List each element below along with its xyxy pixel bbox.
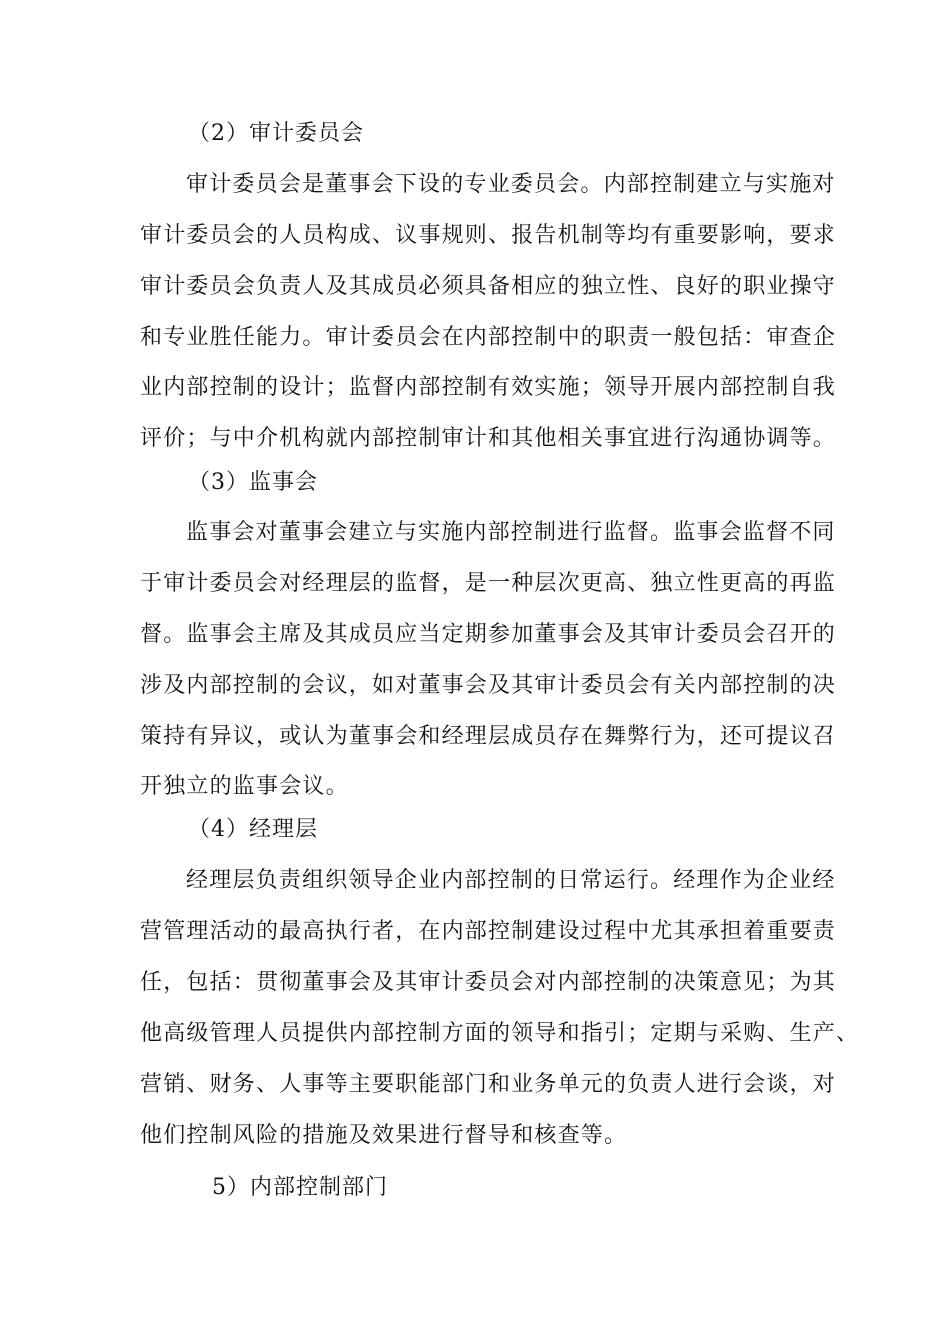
paragraph-line: 审计委员会是董事会下设的专业委员会。内部控制建立与实施对 <box>186 172 836 197</box>
paragraph-line: 评价；与中介机构就内部控制审计和其他相关事宜进行沟通协调等。 <box>140 426 837 451</box>
paragraph-line: 审计委员会负责人及其成员必须具备相应的独立性、良好的职业操守 <box>140 274 837 299</box>
paragraph-line: 审计委员会的人员构成、议事规则、报告机制等均有重要影响，要求 <box>140 223 837 248</box>
paragraph-line: 策持有异议，或认为董事会和经理层成员存在舞弊行为，还可提议召 <box>140 724 837 749</box>
paragraph-line: 他高级管理人员提供内部控制方面的领导和指引；定期与采购、生产、 <box>140 1021 860 1046</box>
section-heading-audit-committee: （2）审计委员会 <box>188 121 364 146</box>
section-heading-internal-control-dept: 5）内部控制部门 <box>212 1175 388 1200</box>
paragraph-line: 涉及内部控制的会议，如对董事会及其审计委员会有关内部控制的决 <box>140 673 837 698</box>
paragraph-line: 开独立的监事会议。 <box>140 774 349 799</box>
paragraph-line: 业内部控制的设计；监督内部控制有效实施；领导开展内部控制自我 <box>140 375 837 400</box>
paragraph-line: 营销、财务、人事等主要职能部门和业务单元的负责人进行会谈，对 <box>140 1072 837 1097</box>
section-heading-supervisory-board: （3）监事会 <box>188 470 318 495</box>
paragraph-line: 和专业胜任能力。审计委员会在内部控制中的职责一般包括：审查企 <box>140 325 837 350</box>
paragraph-line: 于审计委员会对经理层的监督，是一种层次更高、独立性更高的再监 <box>140 571 837 596</box>
paragraph-line: 营管理活动的最高执行者，在内部控制建设过程中尤其承担着重要责 <box>140 919 837 944</box>
paragraph-line: 经理层负责组织领导企业内部控制的日常运行。经理作为企业经 <box>186 868 836 893</box>
section-heading-management: （4）经理层 <box>188 817 318 842</box>
paragraph-line: 监事会对董事会建立与实施内部控制进行监督。监事会监督不同 <box>186 520 836 545</box>
paragraph-line: 督。监事会主席及其成员应当定期参加董事会及其审计委员会召开的 <box>140 622 837 647</box>
paragraph-line: 任，包括：贯彻董事会及其审计委员会对内部控制的决策意见；为其 <box>140 970 837 995</box>
paragraph-line: 他们控制风险的措施及效果进行督导和核查等。 <box>140 1123 628 1148</box>
